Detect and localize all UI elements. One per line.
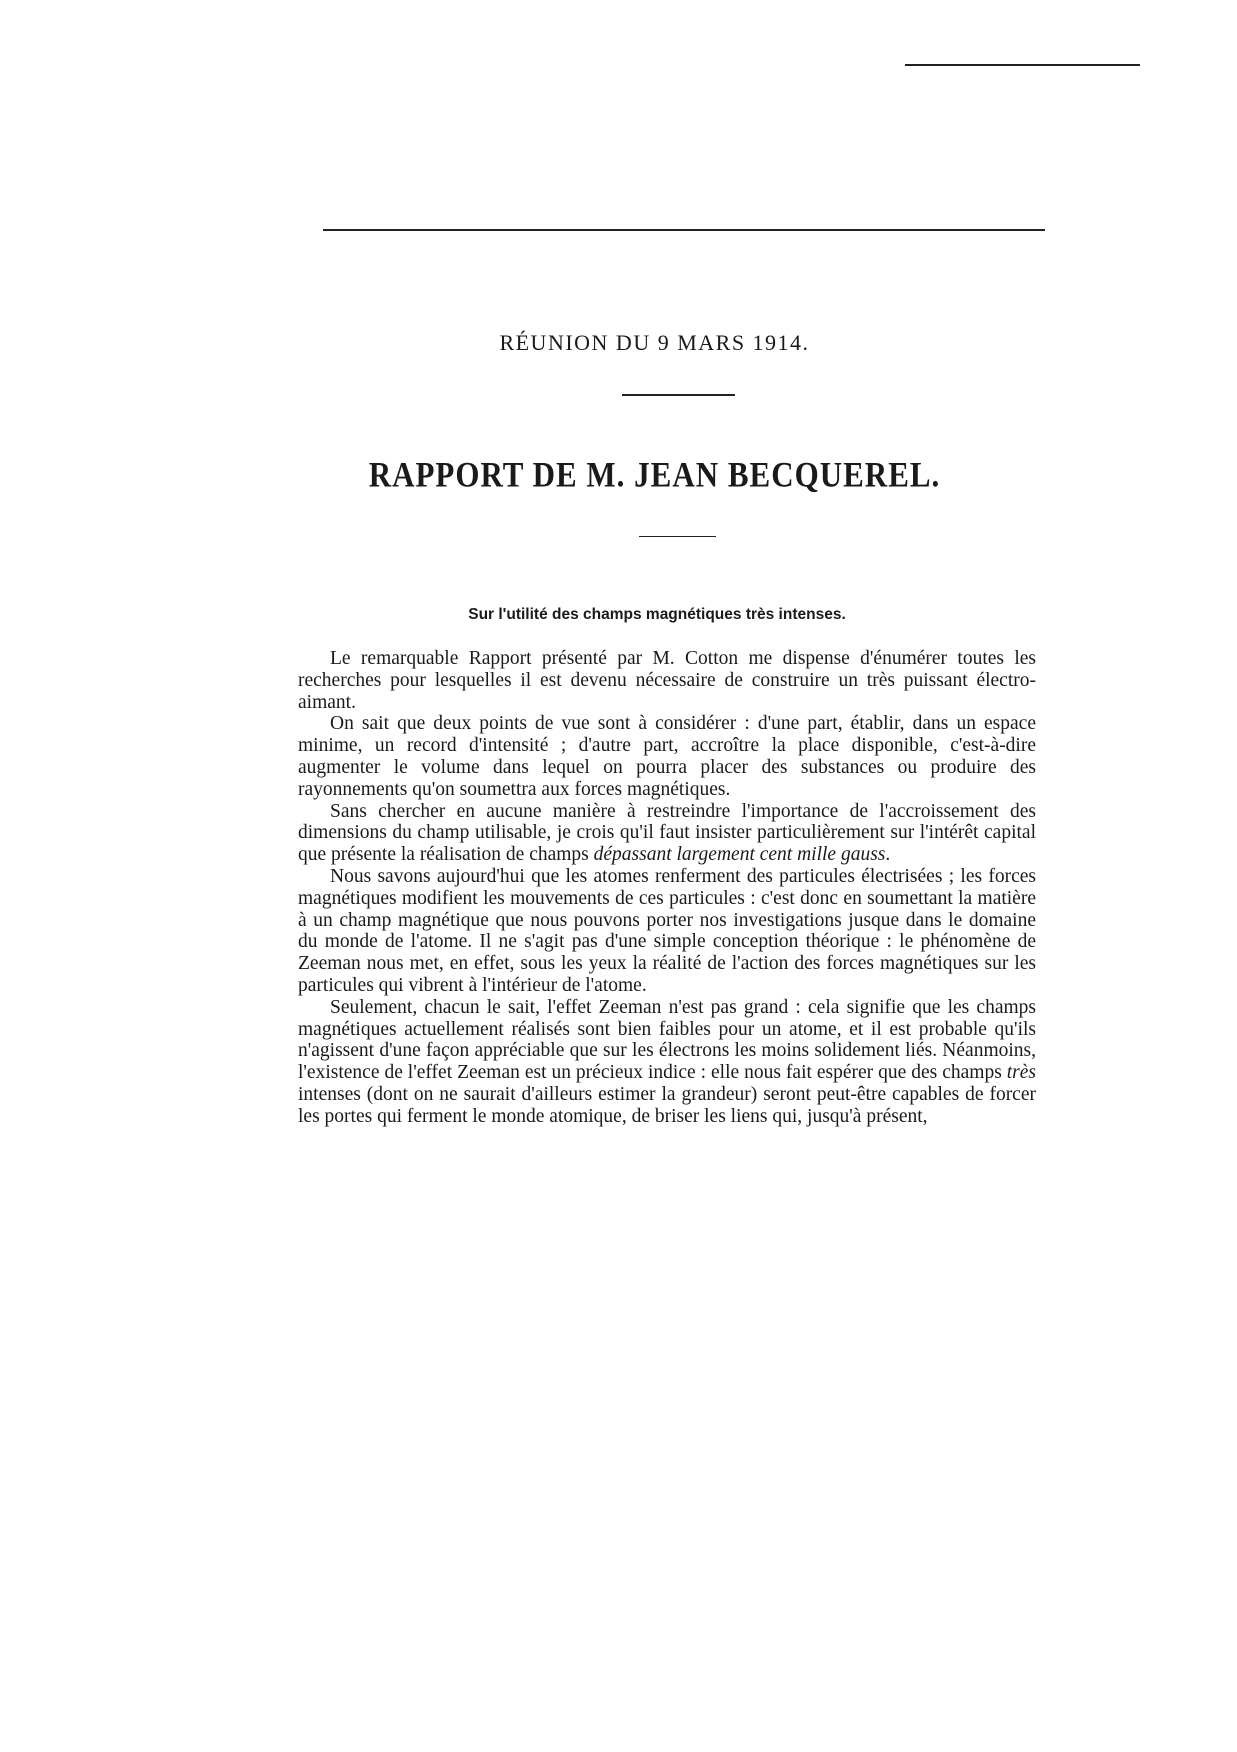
report-title: RAPPORT DE M. JEAN BECQUEREL.	[368, 454, 941, 495]
paragraph-4-text: Nous savons aujourd'hui que les atomes renferment des particules électrisées ; les forces magnétiques modifient les mouvements de ces particules : c'est donc en soumettant la matière à un champ magnétique que nous pouvons porter nos investigations jusque dans le domaine du monde de l'atome. Il ne s'agit pas d'une simple conception théorique : le phénomène de Zeeman nous met, en effet, sous les yeux la réalité de l'action des forces magnétiques sur les particules qui vibrent à l'intérieur de l'atome.	[298, 865, 1036, 996]
paragraph-5-emphasis: très	[1006, 1062, 1036, 1084]
body-text	[298, 648, 1036, 1128]
paragraph-5-end: intenses (dont on ne saurait d'ailleurs estimer la grandeur) seront peut-être capables de forcer les portes qui ferment le monde atomique, de briser les liens qui, jusqu'à présent,	[298, 1083, 1036, 1127]
paragraph-1	[298, 648, 1036, 713]
paragraph-3-end: .	[885, 844, 891, 866]
paragraph-5-text: Seulement, chacun le sait, l'effet Zeeman n'est pas grand : cela signifie que les champs magnétiques actuellement réalisés sont bien faibles pour un atome, et il est probable qu'ils n'agissent d'une façon appréciable que sur les électrons les moins solidement liés. Néanmoins, l'existence de l'effet Zeeman est un précieux indice : elle nous fait espérer que des champs	[298, 996, 1036, 1084]
section-subtitle: Sur l'utilité des champs magnétiques très intenses.	[468, 606, 846, 623]
header-rule	[323, 229, 1045, 231]
paragraph-2-text: On sait que deux points de vue sont à considérer : d'une part, établir, dans un espace minime, un record d'intensité ; d'autre part, accroître la place disponible, c'est-à-dire augmenter le volume dans lequel on pourra placer des substances ou produire des rayonnements qu'on soumettra aux forces magnétiques.	[298, 713, 1036, 800]
paragraph-3-text: Sans chercher en aucune manière à restreindre l'importance de l'accroissement des dimensions du champ utilisable, je crois qu'il faut insister particulièrement sur l'intérêt capital que présente la réalisation de champs	[298, 800, 1036, 866]
report-separator-rule	[639, 536, 716, 537]
title-separator-rule	[622, 394, 735, 396]
paragraph-3	[298, 801, 1036, 866]
paragraph-5	[298, 997, 1036, 1128]
paragraph-3-emphasis: dépassant largement cent mille gauss	[593, 844, 886, 866]
top-right-rule	[905, 64, 1140, 66]
paragraph-4	[298, 866, 1036, 997]
paragraph-2	[298, 713, 1036, 800]
meeting-title: RÉUNION DU 9 MARS 1914.	[499, 330, 810, 355]
paragraph-1-text: Le remarquable Rapport présenté par M. Cotton me dispense d'énumérer toutes les recherches pour lesquelles il est devenu nécessaire de construire un très puissant électro-aimant.	[298, 648, 1036, 713]
